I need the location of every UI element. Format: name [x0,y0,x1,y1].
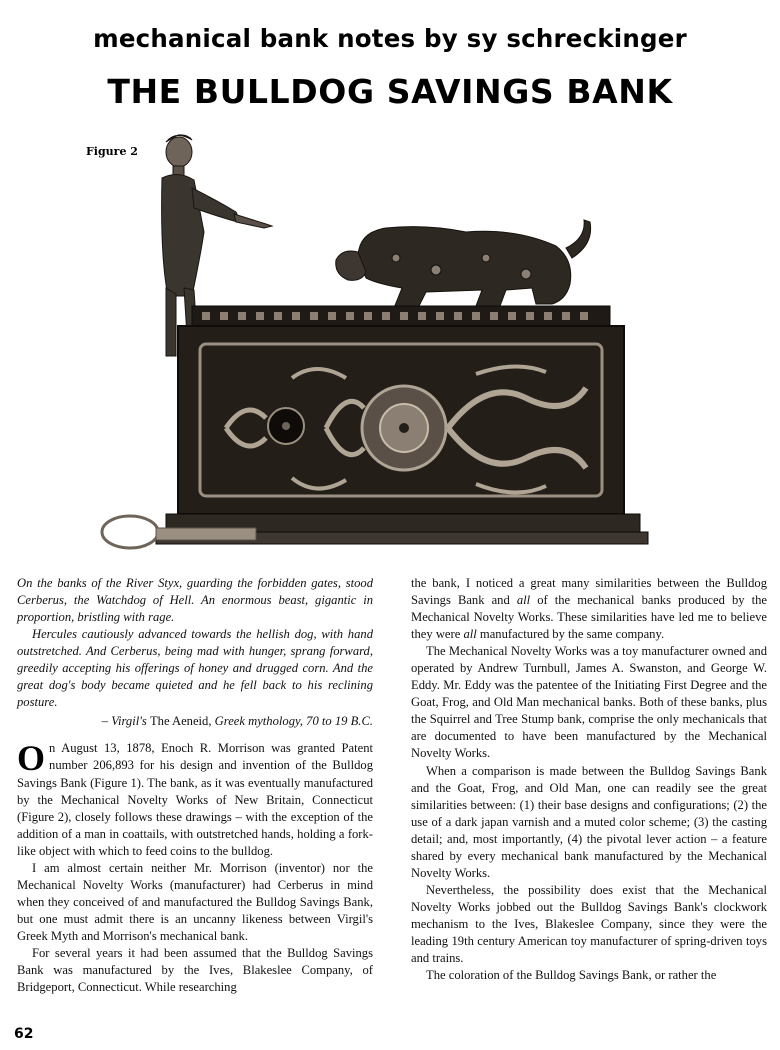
body-paragraph: The Mechanical Novelty Works was a toy manufacturer owned and operated by Andrew Turnbull, James A. Swanston, and George W. Eddy. Mr. Eddy was the patentee of the Initiating First Degree and the Goat, Frog, and Old Man mechanical banks. Both of these banks, plus the Squirrel and Tree Stump bank, comprise the only mechanicals that are documented to have been manufactured by the Mechanical Novelty Works. [411,644,767,761]
body-paragraph [17,740,373,859]
left-column [17,575,373,996]
text-run: the bank, I noticed a great many similarities between the Bulldog Savings Bank and [411,576,767,608]
body-paragraph: When a comparison is made between the Bulldog Savings Bank and the Goat, Frog, and Old Man, one can readily see the great similarities between: (1) their base designs and configurations; (2) the use of a dark japan varnish and a muted color scheme; (3) the casting detail; and, most importantly, (4) the pivotal lever action – a feature shared by every mechanical bank manufactured by the Mechanical Novelty Works. [411,763,767,880]
body-paragraph: For several years it had been assumed that the Bulldog Savings Bank was manufactured by the Ives, Blakeslee Company, of Bridgeport, Connecticut. While researching [17,945,373,995]
bulldog-bank-photo [96,128,656,560]
bulldog-figure [336,220,591,308]
body-paragraph: I am almost certain neither Mr. Morrison (inventor) nor the Mechanical Novelty Works (manufacturer) had Cerberus in mind when they conceived of and manufactured the Bulldog Savings Bank, but one must admit there is an uncanny likeness between Virgil's Greek Myth and Morrison's mechanical bank. [17,860,373,943]
body-paragraph: Nevertheless, the possibility does exist that the Mechanical Novelty Works jobbed out the Bulldog Savings Bank's clockwork mechanism to the Ives, Blakeslee Company, since they were the leading 19th century American toy manufacturer of spring-driven toys and trains. [411,882,767,966]
text-run: manufactured by the same company. [479,627,665,642]
figure-label: Figure 2 [86,145,138,158]
epigraph [17,575,373,730]
epigraph-paragraph: On the banks of the River Styx, guarding the forbidden gates, stood Cerberus, the Watchdog of Hell. An enormous beast, gigantic in proportion, bristling with rage. [17,576,373,625]
text-run: of the mechanical banks produced by the Mechanical Novelty Works. These similarities have led me to believe they were [411,593,767,642]
epigraph-attribution [17,713,373,730]
drop-cap: O [17,738,46,779]
body-paragraph: The coloration of the Bulldog Savings Bank, or rather the [426,968,717,983]
right-column [411,575,767,984]
emphasis: all [463,627,477,642]
article-title: THE BULLDOG SAVINGS BANK [107,72,673,111]
page-number: 62 [14,1026,34,1042]
attribution-prefix: – Virgil's [101,714,147,729]
column-kicker: mechanical bank notes by sy schreckinger [93,24,687,53]
opening-text: n August 13, 1878, Enoch R. Morrison was granted Patent number 206,893 for his design and invention of the Bulldog Savings Bank (Figure 1). The bank, as it was eventually manufactured by the Mechanical Novelty Works of New Britain, Connecticut (Figure 2), closely follows these drawings – with the exception of the addition of a man in coattails, with outstretched hands, holding a fork-like object with which to feed coins to the bulldog. [17,741,373,858]
epigraph-paragraph: Hercules cautiously advanced towards the hellish dog, with hand outstretched. And Cerberus, being mad with hunger, sprang forward, greedily accepting his offerings of honey and drugged corn. And the great dog's body became quieted and he fell back to his reclining posture. [17,627,373,710]
attribution-suffix: Greek mythology, 70 to 19 B.C. [214,714,373,729]
emphasis: all [516,593,531,608]
bank-body [178,326,624,514]
attribution-work: The Aeneid, [149,714,212,729]
bank-top-rail [192,306,610,326]
body-paragraph [411,575,767,643]
